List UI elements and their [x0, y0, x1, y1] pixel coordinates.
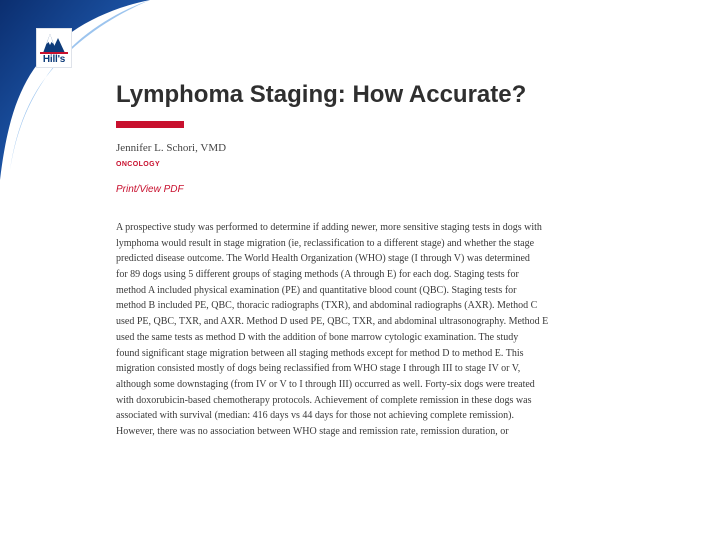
article-body-line: However, there was no association between WHO stage and remission rate, remission duration, or [116, 425, 509, 437]
article-body-line: used the same tests as method D with the addition of bone marrow cytologic examination. The study [116, 331, 519, 343]
article-body-line: used PE, QBC, TXR, and AXR. Method D used PE, QBC, TXR, and abdominal ultrasonography. Method E [116, 316, 549, 328]
article-body-line: lymphoma would result in stage migration (ie, reclassification to a different stage) and whether the stage [116, 237, 535, 249]
hills-logo[interactable] [36, 28, 72, 68]
article-title: Lymphoma Staging: How Accurate? [116, 81, 527, 108]
article-body-line: predicted disease outcome. The World Health Organization (WHO) stage (I through V) was determined [116, 253, 530, 265]
article-body-line: associated with survival (median: 416 days vs 44 days for those not achieving complete remission). [116, 410, 514, 422]
print-view-pdf-link[interactable]: Print/View PDF [116, 184, 184, 195]
article-body-line: with doxorubicin-based chemotherapy protocols. Achievement of complete remission in these dogs was [116, 394, 532, 406]
article-body-line: found significant stage migration between all staging methods except for method D to method E. This [116, 347, 524, 359]
article-body-line: method B included PE, QBC, thoracic radiographs (TXR), and abdominal radiographs (AXR). Method C [116, 300, 538, 312]
article-category[interactable]: ONCOLOGY [116, 161, 161, 168]
article-body-line: A prospective study was performed to determine if adding newer, more sensitive staging tests in dogs with [116, 222, 542, 233]
article-body-line: although some downstaging (from IV or V to I through III) occurred as well. Forty-six dogs were treated [116, 378, 535, 390]
article-body-line: migration consisted mostly of dogs being reclassified from WHO stage I through III to stage IV or V, [116, 363, 521, 375]
article-body-line: method A included physical examination (PE) and quantitative blood count (QBC). Staging tests for [116, 284, 517, 296]
article-body [116, 220, 606, 440]
logo-wordmark: Hill's [42, 54, 66, 65]
hills-mountain-icon [37, 29, 71, 55]
article-author: Jennifer L. Schori, VMD [116, 142, 227, 154]
title-accent-rule [116, 121, 184, 128]
article-body-line: for 89 dogs using 5 different groups of staging methods (A through E) for each dog. Staging tests for [116, 269, 519, 281]
